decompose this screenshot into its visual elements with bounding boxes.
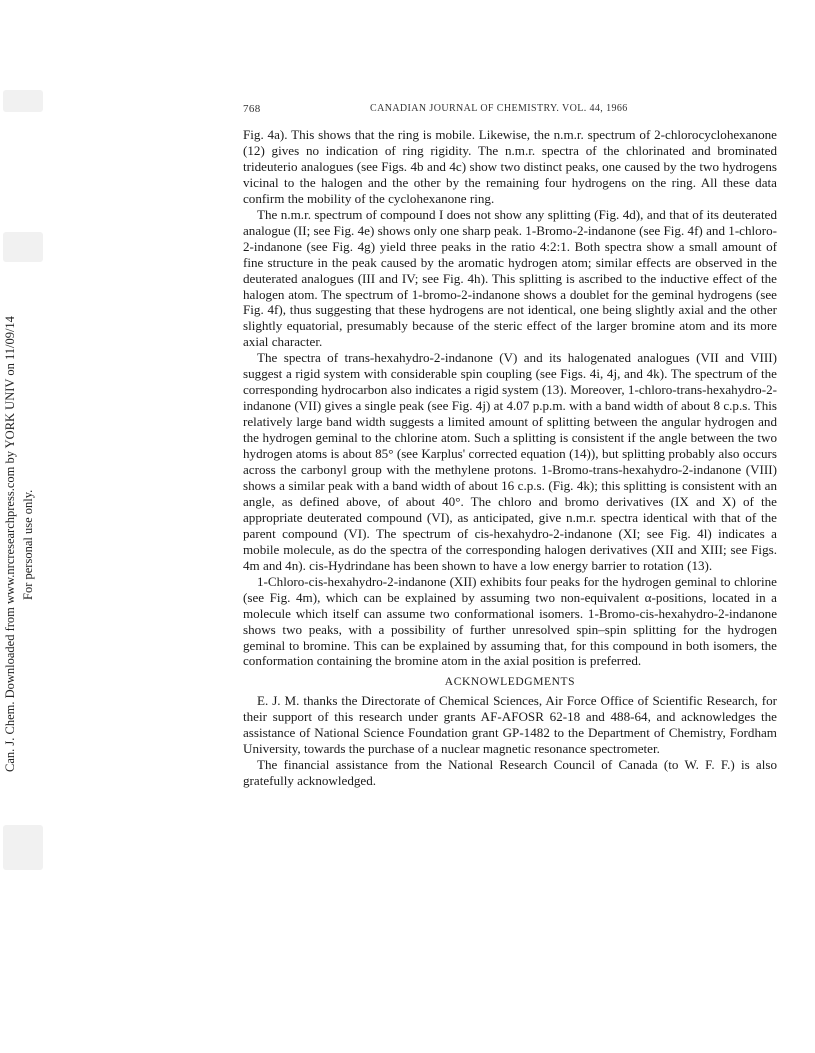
paragraph: Fig. 4a). This shows that the ring is mobile. Likewise, the n.m.r. spectrum of 2-chlorocyclohexanone (12) gives no indication of ring rigidity. The n.m.r. spectra of the chlorinated and brominated trideuterio analogues (see Figs. 4b and 4c) show two distinct peaks, one caused by the two hydrogens vicinal to the halogen and the other by the remaining four hydrogens on the ring. All these data confirm the mobility of the cyclohexanone ring. xyxy=(243,127,777,206)
paragraph: 1-Chloro-cis-hexahydro-2-indanone (XII) exhibits four peaks for the hydrogen geminal to chlorine (see Fig. 4m), which can be explained by assuming two non-equivalent α-positions, located in a molecule which itself can assume two conformational isomers. 1-Bromo-cis-hexahydro-2-indanone shows two peaks, with a possibility of further unresolved spin–spin splitting for the hydrogen geminal to bromine. This can be explained by assuming that, for this compound in both isomers, the conformation containing the bromine atom in the axial position is preferred. xyxy=(243,573,777,669)
scan-smudge xyxy=(3,90,43,112)
scan-smudge xyxy=(3,232,43,262)
paragraph: The n.m.r. spectrum of compound I does not show any splitting (Fig. 4d), and that of its deuterated analogue (II; see Fig. 4e) shows only one sharp peak. 1-Bromo-2-indanone (see Fig. 4f) and 1-chloro-2-indanone (see Fig. 4g) yield three peaks in the ratio 4:2:1. Both spectra show a small amount of fine structure in the peak caused by the aromatic hydrogen atom; similar effects are observed in the deuterated analogues (III and IV; see Fig. 4h). This splitting is ascribed to the inductive effect of the halogen atom. The spectrum of 1-bromo-2-indanone shows a doublet for the geminal hydrogens (see Fig. 4f), thus suggesting that these hydrogens are not identical, one being slightly axial and the other slightly equatorial, presumably because of the steric effect of the larger bromine atom and its more axial character. xyxy=(243,206,777,350)
acknowledgment-paragraph: E. J. M. thanks the Directorate of Chemical Sciences, Air Force Office of Scientific Research, for their support of this research under grants AF-AFOSR 62-18 and 488-64, and acknowledges the assistance of National Science Foundation grant GP-1482 to the Department of Chemistry, Fordham University, towards the purchase of a nuclear magnetic resonance spectrometer. xyxy=(243,693,777,757)
running-head xyxy=(243,103,777,119)
download-line: Can. J. Chem. Downloaded from www.nrcresearchpress.com by YORK UNIV on 11/09/14 xyxy=(3,316,17,772)
article-body xyxy=(243,127,777,789)
download-watermark xyxy=(0,0,60,1053)
journal-page xyxy=(243,103,777,789)
personal-use-notice: For personal use only. xyxy=(21,489,35,600)
scan-smudge xyxy=(3,825,43,870)
journal-title: CANADIAN JOURNAL OF CHEMISTRY. VOL. 44, 1966 xyxy=(370,103,628,114)
page-number: 768 xyxy=(243,103,261,115)
paragraph: The spectra of trans-hexahydro-2-indanone (V) and its halogenated analogues (VII and VIII) suggest a rigid system with considerable spin coupling (see Figs. 4i, 4j, and 4k). The spectrum of the corresponding hydrocarbon also indicates a rigid system (13). Moreover, 1-chloro-trans-hexahydro-2-indanone (VII) gives a single peak (see Fig. 4j) at 4.07 p.p.m. with a band width of about 8 c.p.s. This relatively large band width suggests a limited amount of splitting between the angular hydrogen and the hydrogen geminal to the chlorine atom. Such a splitting is consistent if the angle between the two hydrogen atoms is about 85° (see Karplus' corrected equation (14)), but splitting probably also occurs across the carbonyl group with the methylene protons. 1-Bromo-trans-hexahydro-2-indanone (VIII) shows a similar peak with a band width of about 16 c.p.s. (Fig. 4k); this splitting is consistent with an angle, as defined above, of about 40°. The chloro and bromo derivatives (IX and X) of the appropriate deuterated compound (VI), as anticipated, give n.m.r. spectra identical with that of the parent compound (VI). The spectrum of cis-hexahydro-2-indanone (XI; see Fig. 4l) indicates a mobile molecule, as do the spectra of the corresponding halogen derivatives (XII and XIII; see Figs. 4m and 4n). cis-Hydrindane has been shown to have a low energy barrier to rotation (13). xyxy=(243,350,777,573)
acknowledgment-paragraph: The financial assistance from the National Research Council of Canada (to W. F. F.) is also gratefully acknowledged. xyxy=(243,757,777,789)
acknowledgments-heading: ACKNOWLEDGMENTS xyxy=(444,676,576,689)
